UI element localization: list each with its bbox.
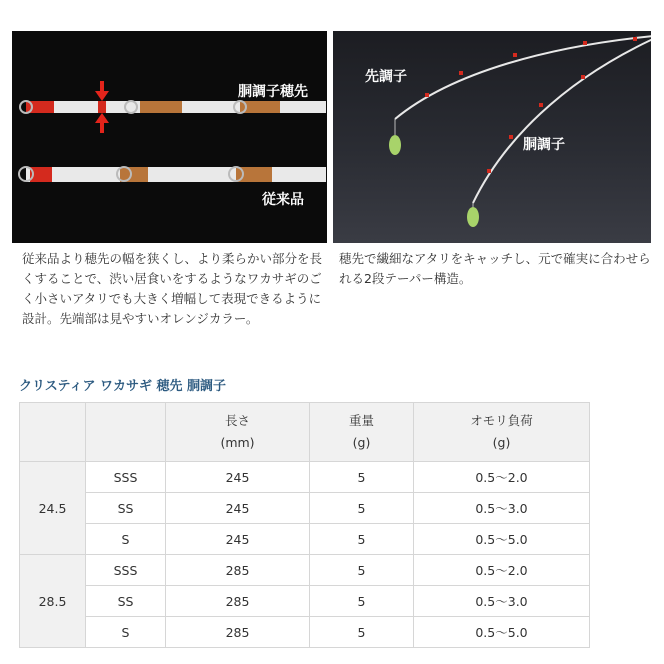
cell-load: 0.5～5.0	[414, 617, 590, 648]
cell-grade: S	[86, 524, 166, 555]
left-image-caption: 従来品より穂先の幅を狭くし、より柔らかい部分を長くすることで、渋い居食いをするようなワカサギのごく小さいアタリでも大きく増幅して表現できるように設計。先端部は見やすいオレンジカラー。	[22, 251, 323, 326]
cell-grade: SSS	[86, 555, 166, 586]
label-body-action: 胴調子	[523, 137, 565, 153]
right-image-caption: 穂先で繊細なアタリをキャッチし、元で確実に合わせられる2段テーパー構造。	[339, 251, 651, 286]
cell-weight: 5	[310, 462, 414, 493]
rod-comparison-illustration	[12, 31, 327, 243]
table-row	[20, 617, 590, 648]
cell-weight: 5	[310, 617, 414, 648]
table-header-cell	[20, 403, 86, 462]
section-title: クリスティア ワカサギ 穂先 胴調子	[19, 379, 227, 394]
table-row	[20, 493, 590, 524]
cell-weight: 5	[310, 493, 414, 524]
cell-grade: SSS	[86, 462, 166, 493]
table-header-cell	[414, 403, 590, 462]
tip-action-rod	[395, 36, 651, 119]
header-unit: (mm)	[220, 435, 255, 450]
table-row	[20, 462, 590, 493]
cell-weight: 5	[310, 555, 414, 586]
header-label: 重量	[348, 413, 374, 428]
cell-length: 245	[166, 462, 310, 493]
green-sinker-tip	[389, 135, 401, 155]
cell-length: 285	[166, 617, 310, 648]
table-row	[20, 555, 590, 586]
cell-weight: 5	[310, 524, 414, 555]
header-unit: (g)	[352, 435, 371, 450]
rod-comparison-image	[12, 31, 327, 243]
rod-bend-image	[333, 31, 651, 243]
header-unit: (g)	[492, 435, 511, 450]
cell-load: 0.5～3.0	[414, 493, 590, 524]
cell-grade: SS	[86, 493, 166, 524]
label-tip-action: 先調子	[365, 69, 407, 85]
cell-load: 0.5～2.0	[414, 462, 590, 493]
table-row	[20, 524, 590, 555]
table-row	[20, 586, 590, 617]
cell-length: 285	[166, 586, 310, 617]
rod-bend-illustration	[333, 31, 651, 243]
top-rod-wrap	[140, 101, 182, 113]
green-sinker-body	[467, 207, 479, 227]
table-header-cell	[166, 403, 310, 462]
cell-load: 0.5～3.0	[414, 586, 590, 617]
cell-load: 0.5～2.0	[414, 555, 590, 586]
label-conventional: 従来品	[262, 192, 304, 208]
cell-length: 245	[166, 493, 310, 524]
model-length-cell: 24.5	[20, 462, 86, 555]
spec-table	[19, 402, 590, 648]
cell-length: 245	[166, 524, 310, 555]
table-header-cell	[86, 403, 166, 462]
body-action-rod	[473, 39, 651, 203]
cell-grade: S	[86, 617, 166, 648]
model-length-cell: 28.5	[20, 555, 86, 648]
header-label: オモリ負荷	[470, 413, 533, 428]
bottom-rod-blank	[26, 167, 326, 182]
table-header-row	[20, 403, 590, 462]
cell-weight: 5	[310, 586, 414, 617]
cell-grade: SS	[86, 586, 166, 617]
cell-length: 285	[166, 555, 310, 586]
label-body-action-tip: 胴調子穂先	[238, 84, 308, 100]
table-header-cell	[310, 403, 414, 462]
header-label: 長さ	[224, 413, 250, 428]
cell-load: 0.5～5.0	[414, 524, 590, 555]
